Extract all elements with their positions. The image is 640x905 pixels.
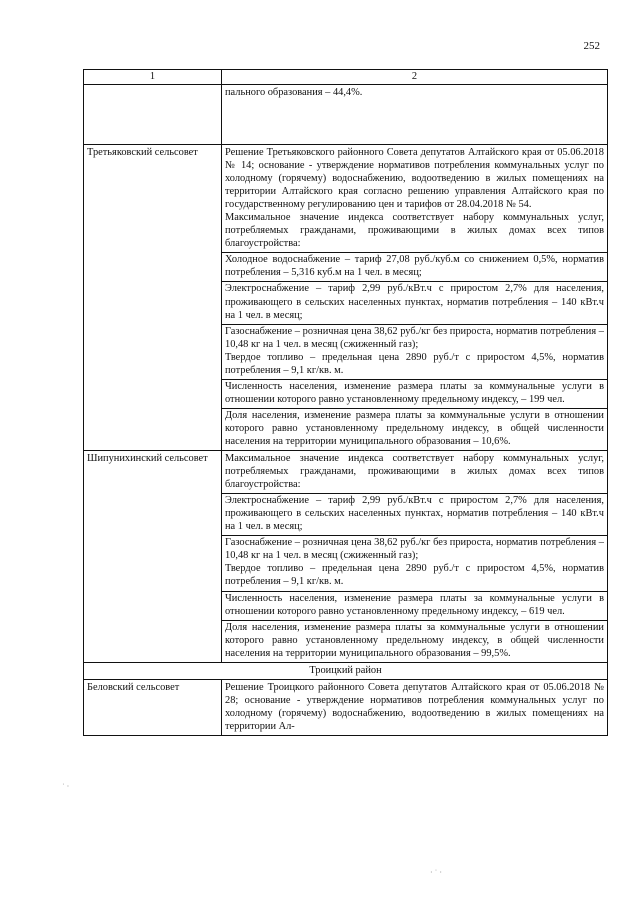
table-row — [84, 679, 608, 735]
table-row — [84, 85, 608, 145]
paragraph: Максимальное значение индекса соответствует набору коммунальных услуг, потребляемых гражданами, проживающими в жилых домах всех типов благоустройства: — [225, 212, 604, 250]
paragraph: Решение Троицкого районного Совета депутатов Алтайского края от 05.06.2018 № 28; основание - утверждение нормативов потребления коммунальных услуг по холодному (горячему) водоснабжению, водоотведению в жилых помещениях на территории Ал- — [225, 681, 604, 732]
paragraph: Электроснабжение – тариф 2,99 руб./кВт.ч с приростом 2,7% для населения, проживающего в сельских населенных пунктах, норматив потребления – 140 кВт.ч на 1 чел. в месяц; — [225, 495, 604, 533]
paragraph: Холодное водоснабжение – тариф 27,08 руб./куб.м со снижением 0,5%, норматив потребления – 5,316 куб.м на 1 чел. в месяц; — [225, 254, 604, 279]
paragraph: Численность населения, изменение размера платы за коммунальные услуги в отношении которого равно установленному предельному индексу, – 619 чел. — [225, 592, 604, 617]
scan-speck-mark: · ˙ · — [430, 868, 442, 877]
table-header-row — [84, 70, 608, 85]
paragraph: Газоснабжение – розничная цена 38,62 руб./кг без прироста, норматив потребления – 10,48 кг на 1 чел. в месяц (сжиженный газ); — [225, 325, 604, 350]
paragraph: Твердое топливо – предельная цена 2890 руб./т с приростом 4,5%, норматив потребления – 9,1 кг/кв. м. — [225, 351, 604, 376]
paragraph: Максимальное значение индекса соответствует набору коммунальных услуг, потребляемых гражданами, проживающими в жилых домах всех типов благоустройства: — [225, 453, 604, 491]
paragraph: Твердое топливо – предельная цена 2890 руб./т с приростом 4,5%, норматив потребления – 9,1 кг/кв. м. — [225, 563, 604, 588]
paragraph: Численность населения, изменение размера платы за коммунальные услуги в отношении которого равно установленному предельному индексу, – 199 чел. — [225, 380, 604, 405]
indicator-text — [222, 451, 608, 663]
municipality-name: Беловский сельсовет — [84, 679, 222, 735]
municipality-name: Шипунихинский сельсовет — [84, 451, 222, 663]
paragraph: Газоснабжение – розничная цена 38,62 руб./кг без прироста, норматив потребления – 10,48 кг на 1 чел. в месяц (сжиженный газ); — [225, 537, 604, 562]
column-header-2: 2 — [222, 70, 608, 85]
district-title: Троицкий район — [84, 662, 608, 679]
paragraph: Электроснабжение – тариф 2,99 руб./кВт.ч с приростом 2,7% для населения, проживающего в сельских населенных пунктах, норматив потребления – 140 кВт.ч на 1 чел. в месяц; — [225, 283, 604, 321]
indices-table — [83, 69, 608, 736]
municipality-name — [84, 85, 222, 145]
indicator-text — [222, 679, 608, 735]
indicator-text — [222, 145, 608, 451]
table-row — [84, 451, 608, 663]
paragraph: пального образования – 44,4%. — [225, 87, 363, 98]
paragraph: Доля населения, изменение размера платы за коммунальные услуги в отношении которого равно установленному предельному индексу, в общей численности населения на территории муниципального образования – 10,6%. — [225, 409, 604, 447]
scan-speck-mark: ˙ · — [62, 782, 70, 791]
table-row — [84, 145, 608, 451]
paragraph: Решение Третьяковского районного Совета депутатов Алтайского края от 05.06.2018 № 14; основание - утверждение нормативов потребления коммунальных услуг по холодному (горячему) водоснабжению, водоотведению в жилых помещениях на территории Алтайского края согласно решению управления Алтайского края по государственному регулированию цен и тарифов от 28.04.2018 № 54. — [225, 147, 604, 211]
column-header-1: 1 — [84, 70, 222, 85]
municipality-name: Третьяковский сельсовет — [84, 145, 222, 451]
page-number: 252 — [583, 40, 600, 52]
district-row — [84, 662, 608, 679]
indicator-text — [222, 85, 608, 145]
paragraph: Доля населения, изменение размера платы за коммунальные услуги в отношении которого равно установленному предельному индексу, в общей численности населения на территории муниципального образования – 99,5%. — [225, 621, 604, 659]
